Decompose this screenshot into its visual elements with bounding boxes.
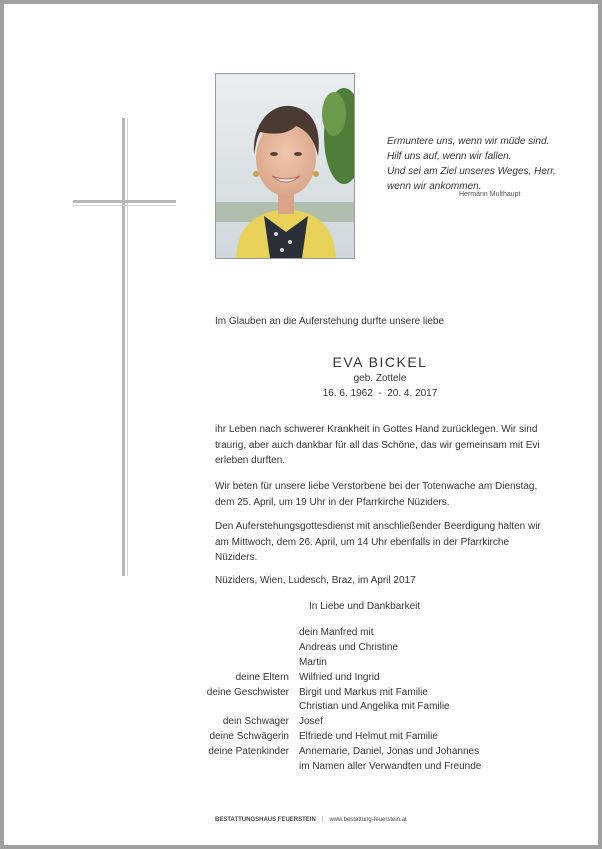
mourner-names: Elfriede und Helmut mit Familie [299,731,438,743]
mourner-row [200,745,560,760]
mourner-names: Christian und Angelika mit Familie [299,701,450,713]
mourner-names: Andreas und Christine [299,641,398,653]
mourner-role: deine Schwägerin [209,731,289,743]
mourner-row [200,656,560,671]
mourner-role [200,760,299,775]
maiden-name: geb. Zottele [353,373,407,384]
mourner-role [200,626,299,641]
mourner-names: Birgit und Markus mit Familie [299,686,428,698]
mourner-role: deine Patenkinder [208,746,289,758]
deceased-name: EVA BICKEL [332,354,428,370]
funeral-home-name: BESTATTUNGSHAUS FEUERSTEIN [215,817,316,823]
mourner-role: deine Geschwister [206,686,289,698]
mourner-names: dein Manfred mit [299,627,374,638]
mourners-list [200,626,560,775]
mourner-row [200,686,560,701]
cross-horizontal-beam [73,200,176,206]
mourner-role: deine Eltern [235,671,289,683]
intro-text: Im Glauben an die Auferstehung durfte unsere liebe [215,316,445,327]
cross-vertical-beam [122,118,128,576]
closing-phrase: In Liebe und Dankbarkeit [309,601,421,612]
footer [215,817,407,823]
mourner-names: Martin [299,656,327,668]
paragraph-funeral: Den Auferstehungsgottesdienst mit anschließender Beerdigung halten wir am Mittwoch, dem 26. April, um 14 Uhr ebenfalls in der Pfarrkirche Nüziders. [215,521,541,563]
mourner-role [200,641,299,656]
mourner-row [200,641,560,656]
mourner-row [200,730,560,745]
mourner-row [200,700,560,715]
life-dates: 16. 6. 1962 - 20. 4. 2017 [322,388,438,399]
poem-line: Und sei am Ziel unseres Weges, Herr, [387,166,556,177]
poem [387,134,587,194]
website-link[interactable]: www.bestattung-feuerstein.at [329,817,407,823]
poem-author: Hermann Multhaupt [459,191,521,198]
mourner-names: Wilfried und Ingrid [299,671,380,683]
mourner-names: Josef [299,716,323,728]
portrait-photo [215,73,355,259]
place-date: Nüziders, Wien, Ludesch, Braz, im April 2017 [215,575,416,586]
poem-line: Ermuntere uns, wenn wir müde sind. [387,136,550,147]
mourner-role [200,656,299,671]
mourner-row [200,671,560,686]
poem-line: wenn wir ankommen. [387,181,482,192]
mourner-names: im Namen aller Verwandten und Freunde [299,761,482,773]
mourner-names: Annemarie, Daniel, Jonas und Johannes [299,746,480,758]
footer-separator: | [321,817,324,823]
poem-line: Hilf uns auf, wenn wir fallen. [387,151,512,162]
mourner-role [200,700,299,715]
mourner-row [200,626,560,641]
paragraph-life: ihr Leben nach schwerer Krankheit in Gottes Hand zurücklegen. Wir sind traurig, aber auch dankbar für all das Schöne, das wir gemeinsam mit Evi erleben durften. [215,424,540,466]
mourner-role: dein Schwager [222,716,289,728]
paragraph-wake: Wir beten für unsere liebe Verstorbene bei der Totenwache am Dienstag, dem 25. April, um 19 Uhr in der Pfarrkirche Nüziders. [215,481,538,508]
mourner-row [200,715,560,730]
mourner-row [200,760,560,775]
